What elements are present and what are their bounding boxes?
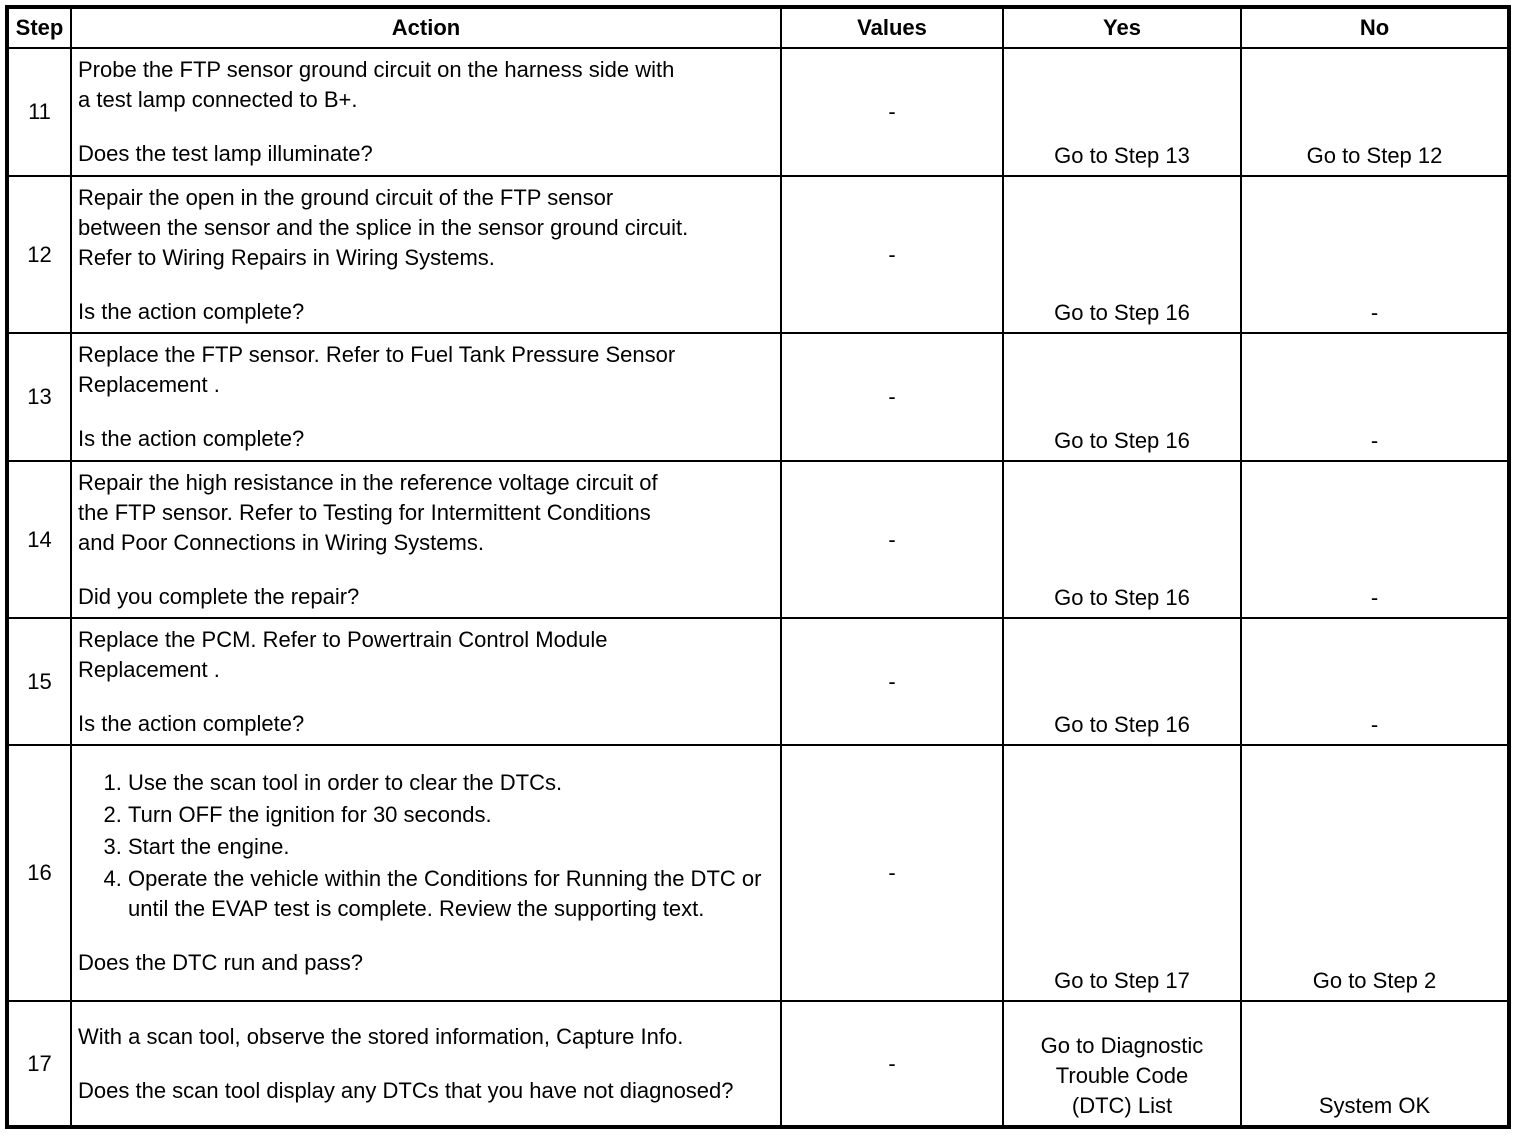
no-cell: System OK xyxy=(1241,1001,1509,1127)
no-cell: - xyxy=(1241,333,1509,461)
list-item: 2. Turn OFF the ignition for 30 seconds. xyxy=(128,800,774,830)
values-cell: - xyxy=(781,1001,1003,1127)
yes-cell xyxy=(1003,1001,1241,1127)
table-row xyxy=(7,48,1509,176)
action-question: Is the action complete? xyxy=(78,710,305,736)
values-cell: - xyxy=(781,48,1003,176)
step-number: 12 xyxy=(7,176,71,333)
yes-cell: Go to Step 16 xyxy=(1003,461,1241,618)
action-line: a test lamp connected to B+. xyxy=(78,87,358,112)
step-number: 15 xyxy=(7,618,71,745)
action-line: Replacement . xyxy=(78,372,220,397)
action-line: the FTP sensor. Refer to Testing for Intermittent Conditions xyxy=(78,499,651,525)
header-values: Values xyxy=(781,7,1003,48)
table-row xyxy=(7,745,1509,1001)
table-row xyxy=(7,618,1509,745)
yes-line: (DTC) List xyxy=(1071,1093,1173,1118)
no-cell: Go to Step 2 xyxy=(1241,745,1509,1001)
step-number: 13 xyxy=(7,333,71,461)
action-line: and Poor Connections in Wiring Systems. xyxy=(78,529,484,555)
header-action: Action xyxy=(71,7,781,48)
yes-line: Go to Diagnostic xyxy=(1040,1033,1204,1058)
action-line: Replacement . xyxy=(78,656,220,682)
action-line: With a scan tool, observe the stored information, Capture Info. xyxy=(78,1023,684,1049)
action-line: between the sensor and the splice in the sensor ground circuit. xyxy=(78,214,689,240)
no-cell: Go to Step 12 xyxy=(1241,48,1509,176)
diagnostic-table xyxy=(5,5,1511,1129)
step-number: 17 xyxy=(7,1001,71,1127)
no-cell: - xyxy=(1241,461,1509,618)
yes-cell: Go to Step 13 xyxy=(1003,48,1241,176)
step-number: 16 xyxy=(7,745,71,1001)
action-line: Replace the FTP sensor. Refer to Fuel Tank Pressure Sensor xyxy=(78,342,676,367)
action-question: Does the scan tool display any DTCs that you have not diagnosed? xyxy=(78,1077,734,1103)
action-cell xyxy=(71,1001,781,1127)
action-question: Is the action complete? xyxy=(78,426,305,451)
action-line: Repair the high resistance in the reference voltage circuit of xyxy=(78,469,658,495)
action-line: Replace the PCM. Refer to Powertrain Control Module xyxy=(78,626,608,652)
yes-cell: Go to Step 17 xyxy=(1003,745,1241,1001)
table-row xyxy=(7,1001,1509,1127)
table-row xyxy=(7,176,1509,333)
table-row xyxy=(7,333,1509,461)
header-row xyxy=(7,7,1509,48)
header-yes: Yes xyxy=(1003,7,1241,48)
action-cell xyxy=(71,461,781,618)
action-line: Repair the open in the ground circuit of the FTP sensor xyxy=(78,184,614,210)
list-item: 4. Operate the vehicle within the Conditions for Running the DTC or until the EVAP test is complete. Review the supporting text. xyxy=(128,864,774,924)
action-cell xyxy=(71,745,781,1001)
step-number: 11 xyxy=(7,48,71,176)
action-line: Probe the FTP sensor ground circuit on the harness side with xyxy=(78,57,675,82)
header-step: Step xyxy=(7,7,71,48)
no-cell: - xyxy=(1241,176,1509,333)
list-item: 3. Start the engine. xyxy=(128,832,774,862)
yes-line: Trouble Code xyxy=(1055,1063,1189,1088)
action-cell xyxy=(71,48,781,176)
values-cell: - xyxy=(781,461,1003,618)
table-row xyxy=(7,461,1509,618)
step-number: 14 xyxy=(7,461,71,618)
action-question: Does the test lamp illuminate? xyxy=(78,141,373,166)
list-item: 1. Use the scan tool in order to clear the DTCs. xyxy=(128,768,774,798)
action-question: Does the DTC run and pass? xyxy=(78,950,363,975)
action-cell xyxy=(71,176,781,333)
header-no: No xyxy=(1241,7,1509,48)
procedure-list xyxy=(78,768,774,924)
action-cell xyxy=(71,618,781,745)
action-question: Did you complete the repair? xyxy=(78,583,360,609)
values-cell: - xyxy=(781,745,1003,1001)
yes-cell: Go to Step 16 xyxy=(1003,333,1241,461)
action-line: Refer to Wiring Repairs in Wiring Systems. xyxy=(78,244,495,270)
action-cell xyxy=(71,333,781,461)
values-cell: - xyxy=(781,333,1003,461)
no-cell: - xyxy=(1241,618,1509,745)
yes-cell: Go to Step 16 xyxy=(1003,176,1241,333)
values-cell: - xyxy=(781,618,1003,745)
yes-cell: Go to Step 16 xyxy=(1003,618,1241,745)
action-question: Is the action complete? xyxy=(78,298,305,324)
values-cell: - xyxy=(781,176,1003,333)
